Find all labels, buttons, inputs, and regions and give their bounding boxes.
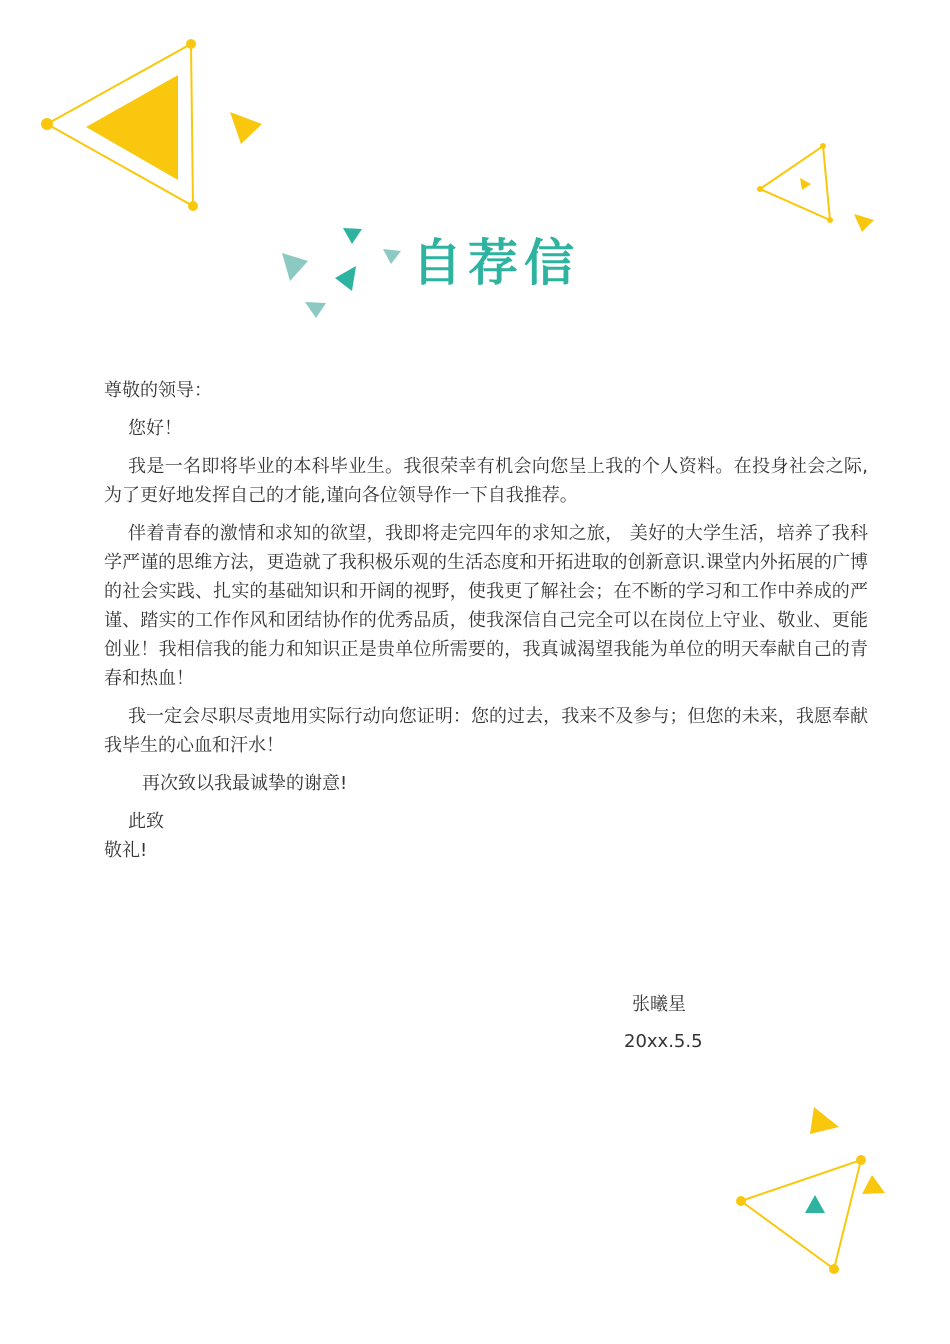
signature-date: 20xx.5.5 xyxy=(624,1031,703,1052)
paragraph-experience: 伴着青春的激情和求知的欲望，我即将走完四年的求知之旅， 美好的大学生活，培养了我科学严谨的思维方法，更造就了我积极乐观的生活态度和开拓进取的创新意识.课堂内外拓展的广博的社会实践、扎实的基础知识和开阔的视野，使我更了解社会；在不断的学习和工作中养成的严谨、踏实的工作作风和团结协作的优秀品质，使我深信自己完全可以在岗位上守业、敬业、更能创业！我相信我的能力和知识正是贵单位所需要的，我真诚渴望我能为单位的明天奉献自己的青春和热血！ xyxy=(104,523,868,689)
salutation: 尊敬的领导： xyxy=(104,380,212,401)
letter-body xyxy=(104,376,868,865)
top-right-triangle-group xyxy=(757,143,874,232)
thanks-line: 再次致以我最诚挚的谢意! xyxy=(142,773,348,794)
greeting: 您好！ xyxy=(128,418,182,439)
title-teal-triangles xyxy=(282,228,401,318)
paragraph-intro: 我是一名即将毕业的本科毕业生。我很荣幸有机会向您呈上我的个人资料。在投身社会之际,为了更好地发挥自己的才能,谨向各位领导作一下自我推荐。 xyxy=(104,456,868,506)
signature-block xyxy=(624,990,703,1056)
paragraph-commitment: 我一定会尽职尽责地用实际行动向您证明：您的过去，我来不及参与；但您的未来，我愿奉献我毕生的心血和汗水！ xyxy=(104,706,868,756)
letter-title: 自荐信 xyxy=(412,234,580,292)
top-left-triangle-group xyxy=(41,39,262,211)
bottom-right-triangle-group xyxy=(736,1107,885,1274)
signature-name: 张曦星 xyxy=(632,994,686,1015)
closing-cizhi: 此致 xyxy=(128,811,164,832)
closing-jingli: 敬礼! xyxy=(104,840,148,861)
